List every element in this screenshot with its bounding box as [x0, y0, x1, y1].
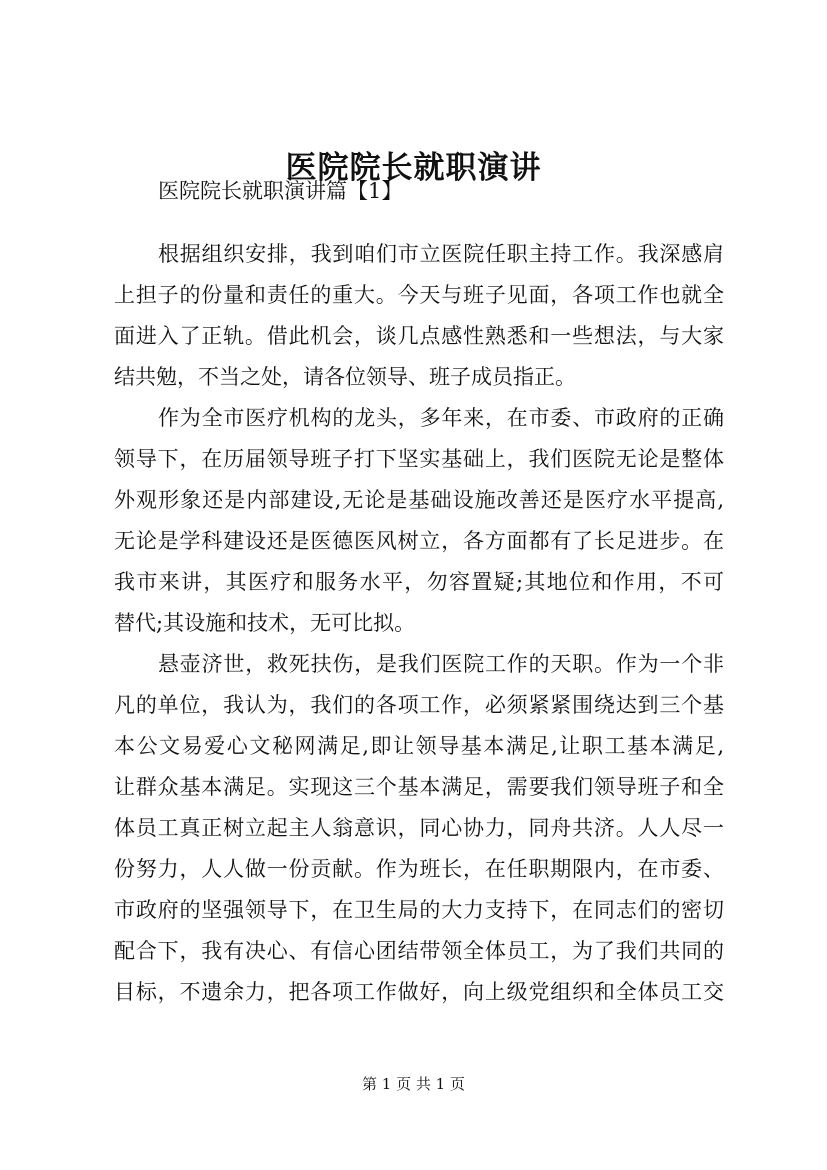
paragraph-1-line-3: 面进入了正轨。借此机会，谈几点感性熟悉和一些想法，与大家: [114, 324, 724, 348]
paragraph-2-line-1: 作为全市医疗机构的龙头，多年来，在市委、市政府的正确: [158, 406, 724, 430]
paragraph-2-line-2: 领导下，在历届领导班子打下坚实基础上，我们医院无论是整体: [114, 447, 724, 471]
paragraph-1-line-2: 上担子的份量和责任的重大。今天与班子见面，各项工作也就全: [114, 283, 724, 307]
document-body: [114, 234, 724, 1013]
document-title: 医院院长就职演讲: [285, 150, 542, 186]
paragraph-2-line-4: 无论是学科建设还是医德医风树立，各方面都有了长足进步。在: [114, 529, 724, 553]
paragraph-2-line-3: 外观形象还是内部建设,无论是基础设施改善还是医疗水平提高,: [114, 488, 724, 512]
document-subheading: 医院院长就职演讲篇【1】: [158, 179, 403, 203]
paragraph-3-line-2: 凡的单位，我认为，我们的各项工作，必须紧紧围绕达到三个基: [114, 693, 724, 717]
paragraph-3-line-8: 配合下，我有决心、有信心团结带领全体员工，为了我们共同的: [114, 939, 724, 963]
paragraph-2-line-5: 我市来讲，其医疗和服务水平，勿容置疑;其地位和作用，不可: [114, 570, 724, 594]
paragraph-1-line-4: 结共勉，不当之处，请各位领导、班子成员指正。: [114, 365, 576, 389]
paragraph-1-line-1: 根据组织安排，我到咱们市立医院任职主持工作。我深感肩: [158, 242, 724, 266]
paragraph-3-line-3: 本公文易爱心文秘网满足,即让领导基本满足,让职工基本满足,: [114, 734, 724, 758]
paragraph-3-line-9: 目标，不遗余力，把各项工作做好，向上级党组织和全体员工交: [114, 980, 724, 1004]
paragraph-3-line-6: 份努力，人人做一份贡献。作为班长，在任职期限内，在市委、: [114, 857, 724, 881]
paragraph-3-line-5: 体员工真正树立起主人翁意识，同心协力，同舟共济。人人尽一: [114, 816, 724, 840]
paragraph-3-line-1: 悬壶济世，救死扶伤，是我们医院工作的天职。作为一个非: [158, 652, 724, 676]
page-footer: 第 1 页 共 1 页: [362, 1075, 465, 1093]
paragraph-3-line-4: 让群众基本满足。实现这三个基本满足，需要我们领导班子和全: [114, 775, 724, 799]
paragraph-3-line-7: 市政府的坚强领导下，在卫生局的大力支持下，在同志们的密切: [114, 898, 724, 922]
paragraph-2-line-6: 替代;其设施和技术，无可比拟。: [114, 611, 416, 635]
